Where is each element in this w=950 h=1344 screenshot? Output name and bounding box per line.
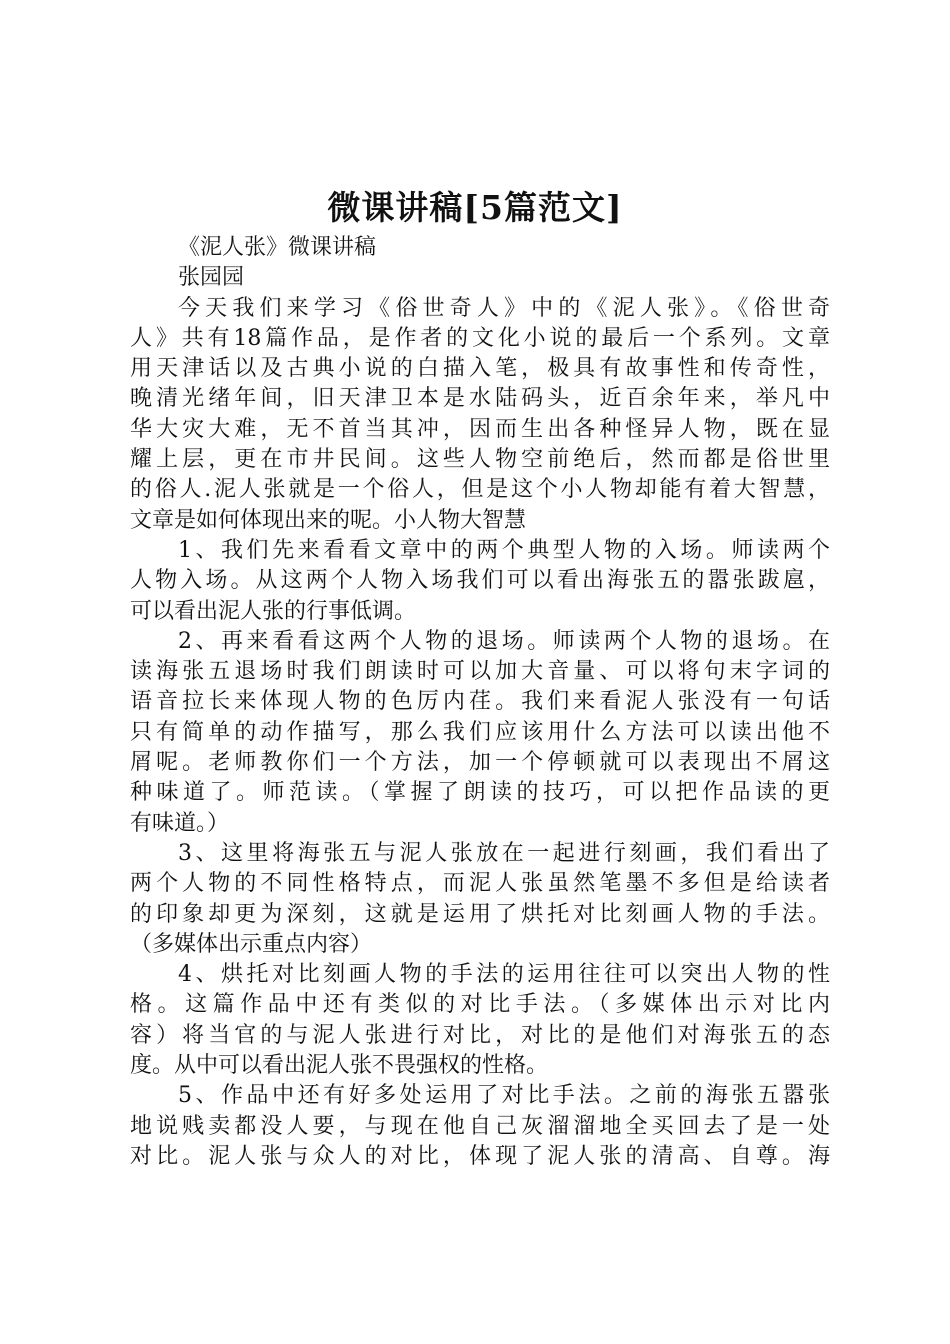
paragraph-line: 度。从中可以看出泥人张不畏强权的性格。 — [130, 1053, 549, 1079]
paragraph-line: 3、这里将海张五与泥人张放在一起进行刻画，我们看出了 — [178, 840, 830, 866]
paragraph-line: 格。这篇作品中还有类似的对比手法。（多媒体出示对比内 — [130, 992, 830, 1018]
paragraph-line: 地说贱卖都没人要，与现在他自己灰溜溜地全买回去了是一处 — [130, 1113, 830, 1139]
paragraph-line: 晚清光绪年间，旧天津卫本是水陆码头，近百余年来，举凡中 — [130, 386, 830, 412]
paragraph — [130, 1081, 830, 1172]
paragraph-line: 两个人物的不同性格特点，而泥人张虽然笔墨不多但是给读者 — [130, 871, 830, 897]
paragraph-line: 1、我们先来看看文章中的两个典型人物的入场。师读两个 — [178, 537, 830, 563]
paragraph-line: 用天津话以及古典小说的白描入笔，极具有故事性和传奇性， — [130, 356, 830, 382]
subtitle: 《泥人张》微课讲稿 — [178, 235, 377, 260]
author-name: 张园园 — [178, 265, 245, 291]
paragraph-line: 对比。泥人张与众人的对比，体现了泥人张的清高、自尊。海 — [130, 1143, 830, 1169]
paragraph-line: 文章是如何体现出来的呢。小人物大智慧 — [130, 507, 527, 533]
paragraph — [130, 294, 830, 536]
paragraph — [130, 627, 830, 839]
paragraph-line: 华大灾大难，无不首当其冲，因而生出各种怪异人物，既在显 — [130, 416, 830, 442]
paragraph-line: 人物入场。从这两个人物入场我们可以看出海张五的嚣张跋扈， — [130, 568, 830, 594]
paragraph — [130, 839, 830, 960]
paragraph-line: 今天我们来学习《俗世奇人》中的《泥人张》。《俗世奇 — [178, 295, 830, 321]
paragraph-line: 2、再来看看这两个人物的退场。师读两个人物的退场。在 — [178, 628, 830, 654]
paragraph-line: 可以看出泥人张的行事低调。 — [130, 598, 417, 624]
paragraph — [130, 960, 830, 1081]
paragraph-line: 的俗人.泥人张就是一个俗人，但是这个小人物却能有着大智慧， — [130, 477, 830, 503]
paragraph-line: （多媒体出示重点内容） — [130, 931, 373, 957]
paragraph-line: 的印象却更为深刻，这就是运用了烘托对比刻画人物的手法。 — [130, 901, 830, 927]
paragraph-line: 种味道了。师范读。（掌握了朗读的技巧，可以把作品读的更 — [130, 780, 830, 806]
paragraph-line: 4、烘托对比刻画人物的手法的运用往往可以突出人物的性 — [178, 962, 830, 988]
paragraph-line: 只有简单的动作描写，那么我们应该用什么方法可以读出他不 — [130, 719, 830, 745]
paragraph-line: 5、作品中还有好多处运用了对比手法。之前的海张五嚣张 — [178, 1083, 830, 1109]
paragraph-list — [130, 294, 830, 1173]
paragraph-line: 屑呢。老师教你们一个方法，加一个停顿就可以表现出不屑这 — [130, 750, 830, 776]
paragraph-line: 容）将当官的与泥人张进行对比，对比的是他们对海张五的态 — [130, 1022, 830, 1048]
document-title: 微课讲稿[5篇范文] — [327, 188, 623, 227]
paragraph-line: 语音拉长来体现人物的色厉内荏。我们来看泥人张没有一句话 — [130, 689, 830, 715]
paragraph-line: 人》共有18篇作品，是作者的文化小说的最后一个系列。文章 — [130, 325, 830, 351]
paragraph-line: 有味道。） — [130, 810, 230, 836]
paragraph-line: 耀上层，更在市井民间。这些人物空前绝后，然而都是俗世里 — [130, 447, 830, 473]
paragraph — [130, 536, 830, 627]
paragraph-line: 读海张五退场时我们朗读时可以加大音量、可以将句末字词的 — [130, 659, 830, 685]
document-body — [130, 233, 830, 1172]
